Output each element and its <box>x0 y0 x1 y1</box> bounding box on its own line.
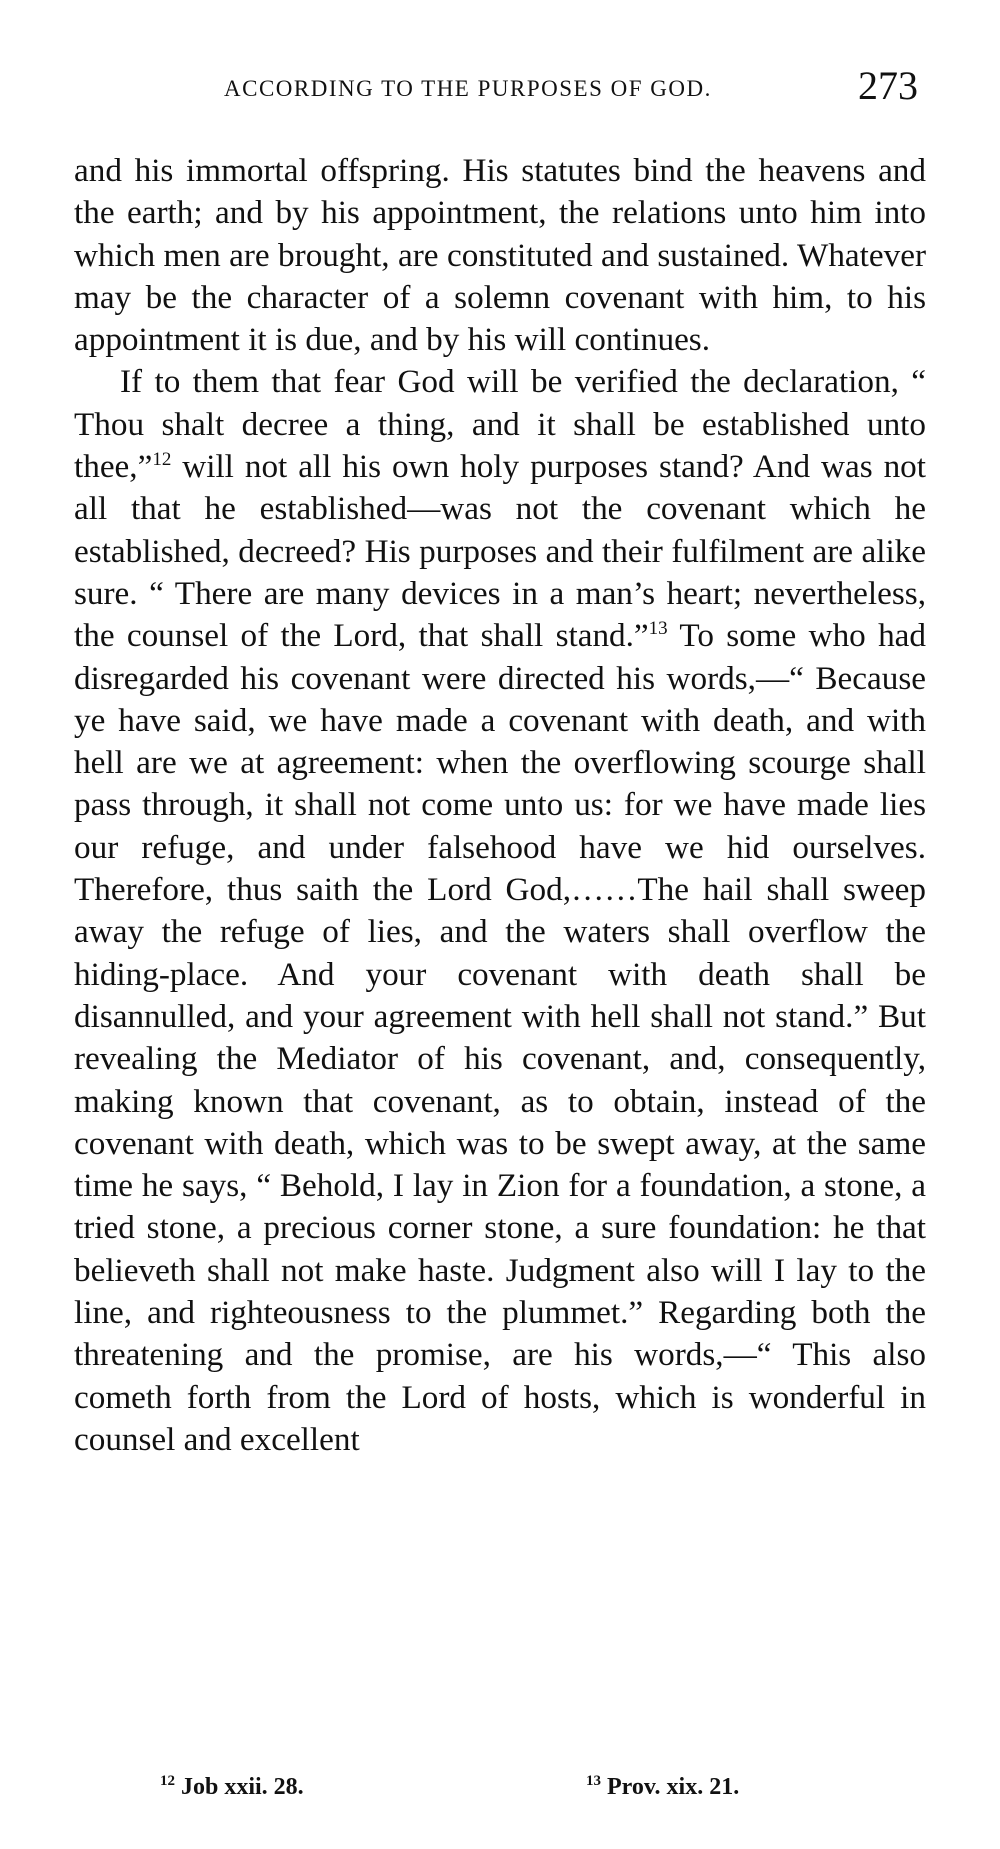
running-head <box>74 58 926 118</box>
footnote-mark: 12 <box>160 1773 175 1789</box>
footnote <box>160 1774 304 1801</box>
footnote-reference: 12 <box>152 449 172 471</box>
footnote-text: Prov. xix. 21. <box>601 1774 740 1800</box>
footnote-text: Job xxii. 28. <box>175 1774 304 1800</box>
paragraph-text-part: To some who had disregarded his covenant were directed his words,—“ Because ye have said, we have made a covenant with death, and with hell are we at agreement: when the overflowing scourge shall pass through, it shall not come unto us: for we have made lies our refuge, and under falsehood have we hid ourselves. Therefore, thus saith the Lord God,……The hail shall sweep away the refuge of lies, and the waters shall overflow the hiding-place. And your covenant with death shall be disannulled, and your agreement with hell shall not stand.” But revealing the Mediator of his covenant, and, consequently, making known that covenant, as to obtain, instead of the covenant with death, which was to be swept away, at the same time he says, “ Behold, I lay in Zion for a foundation, a stone, a tried stone, a precious corner stone, a sure foundation: he that believeth shall not make haste. Judgment also will I lay to the line, and righteousness to the plummet.” Regarding both the threatening and the promise, are his words,—“ This also cometh forth from the Lord of hosts, which is wonderful in counsel and excellent <box>74 617 926 1458</box>
paragraph-text-part: If to them that fear God will be verified the declaration, “ Thou shalt decree a thing, and it shall be established unto thee,” <box>74 363 926 486</box>
page-number: 273 <box>858 63 918 108</box>
footnote <box>586 1774 739 1801</box>
body-text <box>74 150 926 1461</box>
paragraph-purposes <box>74 361 926 1461</box>
paragraph-text-part: will not all his own holy purposes stand? And was not all that he established—was not the covenant which he established, decreed? His purposes and their fulfilment are alike sure. “ There are many devices in a man’s heart; nevertheless, the counsel of the Lord, that shall stand.” <box>74 448 926 655</box>
footnote-mark: 13 <box>586 1773 601 1789</box>
footnotes <box>74 1774 926 1814</box>
footnote-reference: 13 <box>648 618 668 640</box>
running-title: ACCORDING TO THE PURPOSES OF GOD. <box>224 76 712 101</box>
paragraph-continued: and his immortal offspring. His statutes bind the heavens and the earth; and by his appointment, the relations unto him into which men are brought, are constituted and sustained. Whatever may be the character of a solemn covenant with him, to his appointment it is due, and by his will continues. <box>74 152 926 359</box>
